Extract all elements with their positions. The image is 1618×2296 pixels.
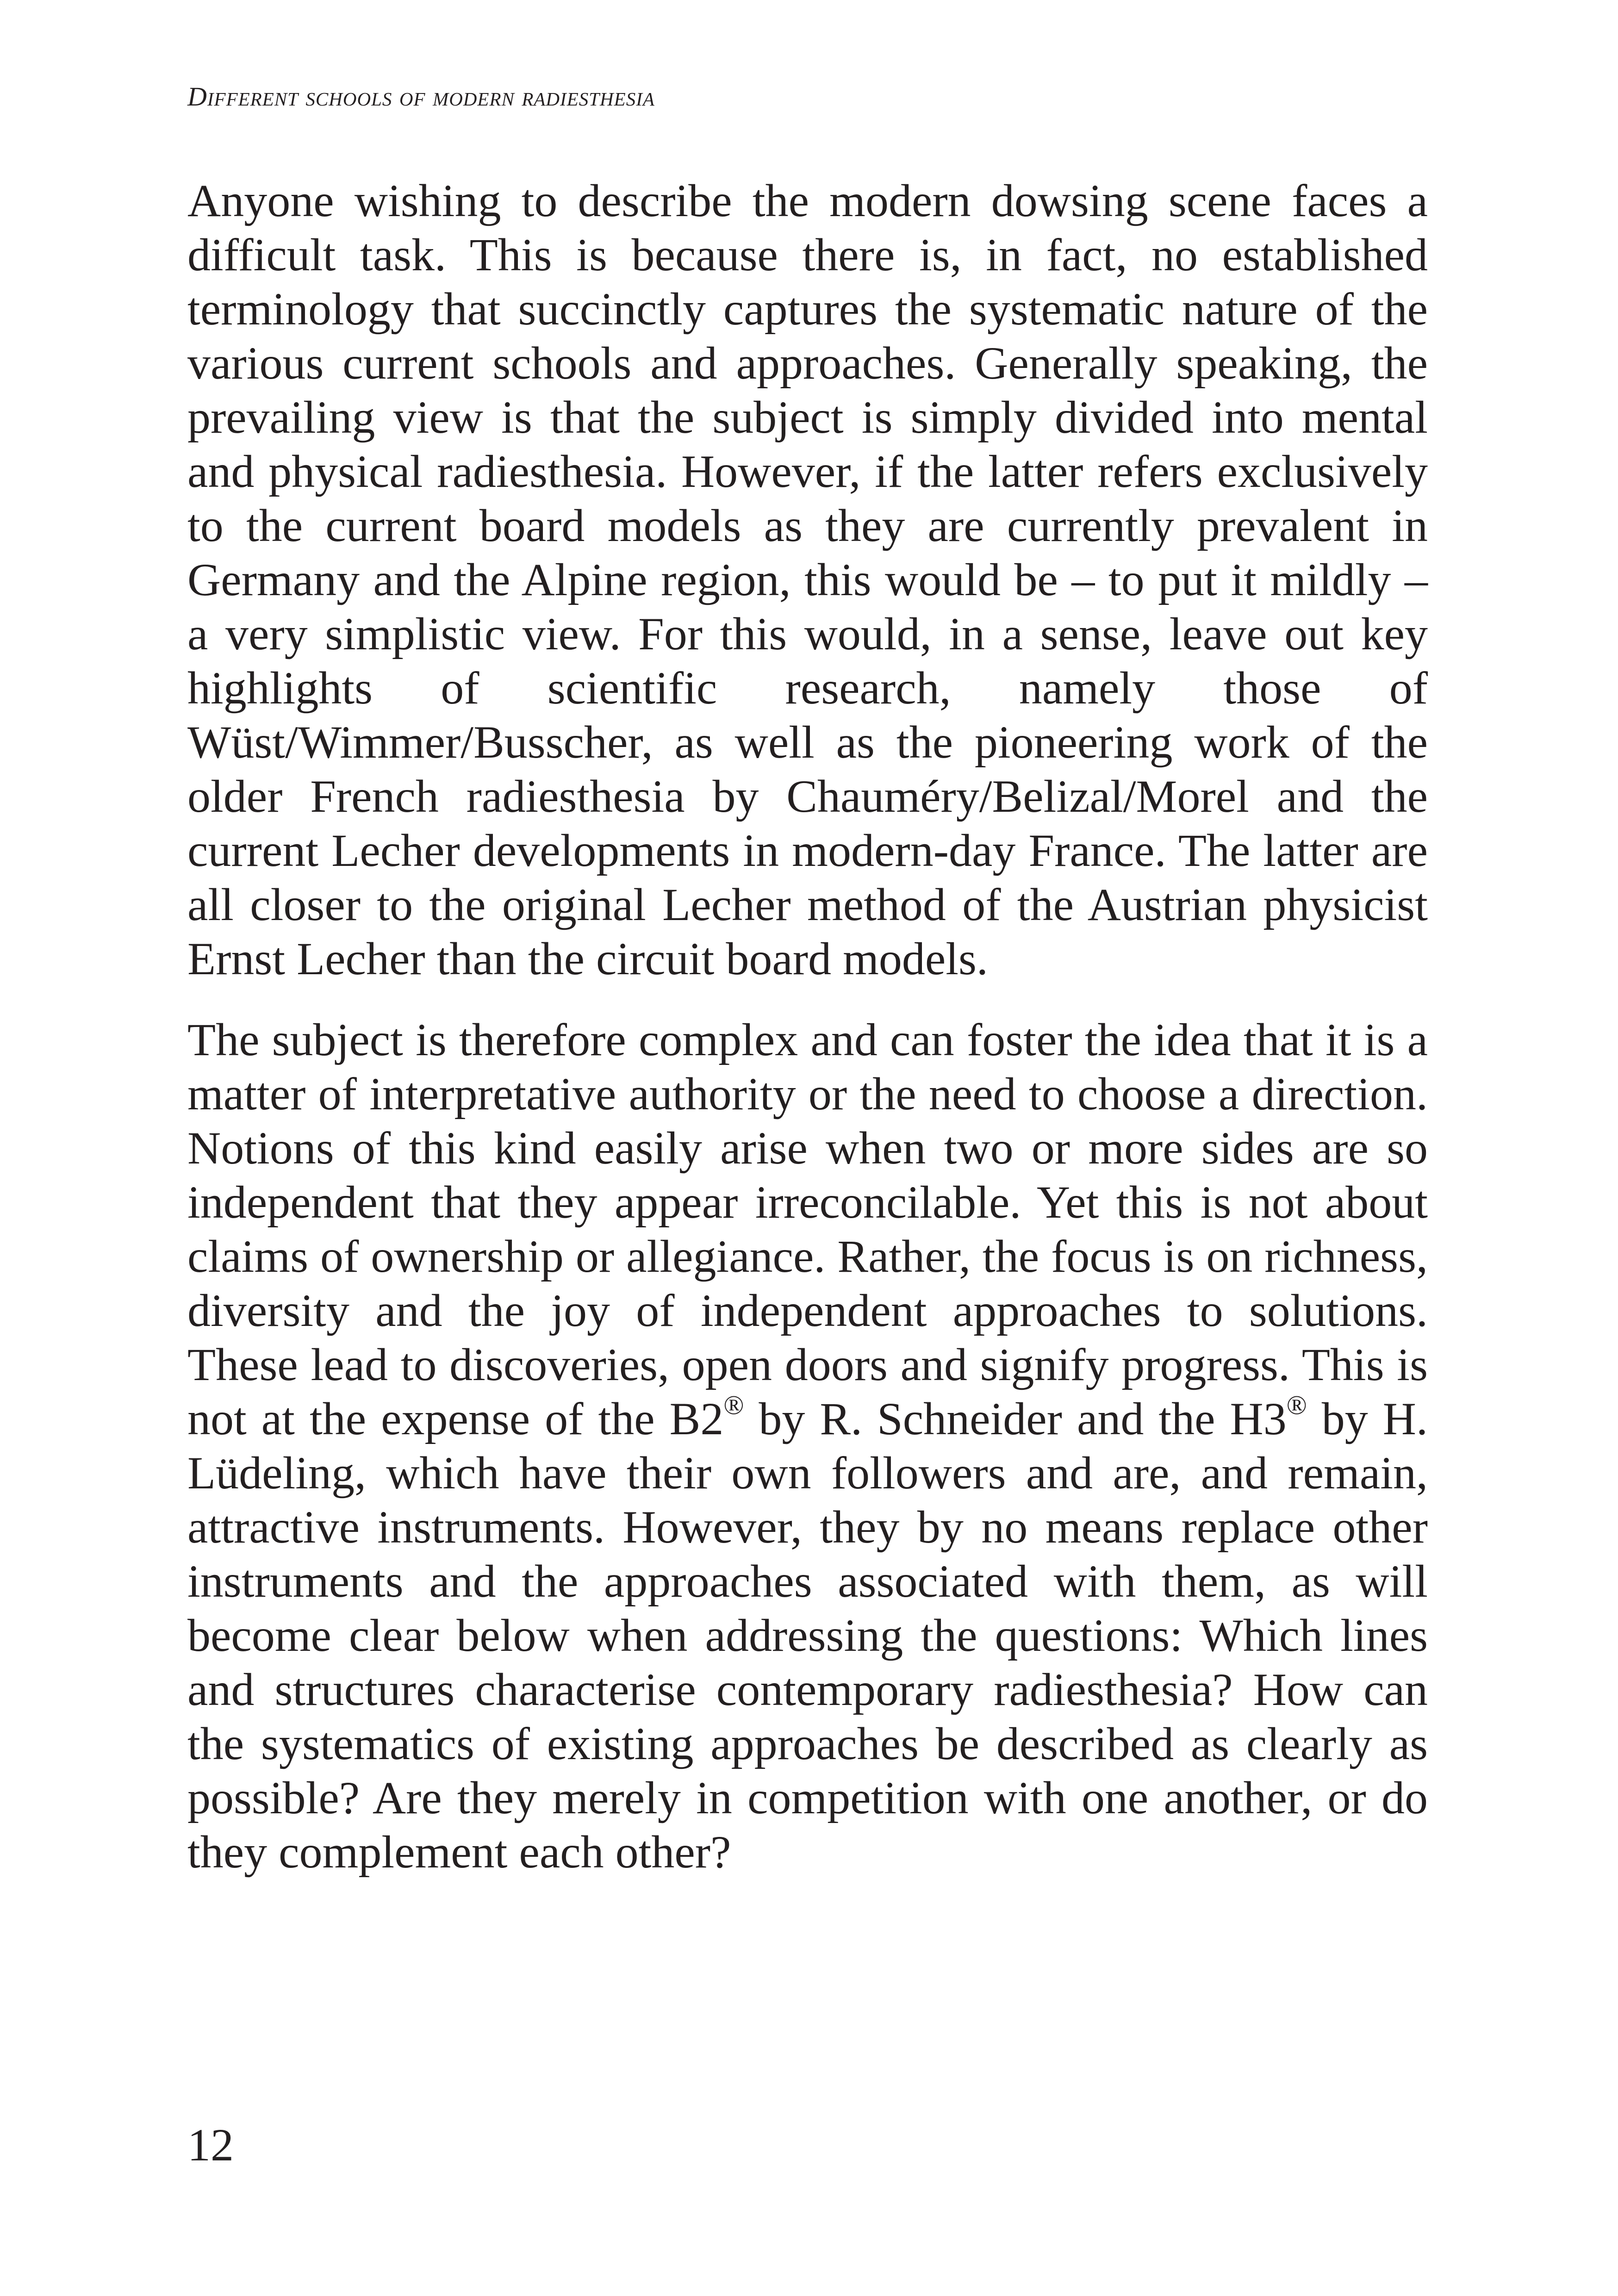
page-number: 12 xyxy=(187,2119,234,2171)
body-text xyxy=(187,174,1428,1879)
paragraph-2 xyxy=(187,1013,1428,1879)
paragraph-1: Anyone wishing to describe the modern dowsing scene faces a difficult task. This is because there is, in fact, no established terminology that succinctly captures the systematic nature of the various current schools and approaches. Generally speaking, the prevailing view is that the subject is simply divided into mental and physical radiesthesia. However, if the latter refers exclusively to the current board models as they are currently prevalent in Germany and the Alpine region, this would be – to put it mildly – a very simplistic view. For this would, in a sense, leave out key highlights of scientific research, namely those of Wüst/Wimmer/Busscher, as well as the pioneering work of the older French radiesthesia by Chauméry/Belizal/Morel and the current Lecher developments in modern-day France. The latter are all closer to the original Lecher method of the Austrian physicist Ernst Lecher than the circuit board models. xyxy=(187,175,1428,984)
registered-mark-b2: ® xyxy=(723,1390,744,1420)
running-head: Different schools of modern radiesthesia xyxy=(187,81,655,112)
paragraph-2-text-part-2: by R. Schneider and the H3 xyxy=(744,1393,1287,1444)
registered-mark-h3: ® xyxy=(1286,1390,1307,1420)
paragraph-2-text-part-1: The subject is therefore complex and can foster the idea that it is a matter of interpretative authority or the need to choose a direction. Notions of this kind easily arise when two or more sides are so independent that they appear irreconcilable. Yet this is not about claims of ownership or allegiance. Rather, the focus is on richness, diversity and the joy of independent approaches to solutions. These lead to discoveries, open doors and signify progress. This is not at the expense of the B2 xyxy=(187,1014,1428,1444)
paragraph-2-text-part-3: by H. Lüdeling, which have their own followers and are, and remain, attractive instruments. However, they by no means replace other instruments and the approaches associated with them, as will become clear below when addressing the questions: Which lines and structures characterise contemporary radiesthesia? How can the systematics of existing approaches be described as clearly as possible? Are they merely in competition with one another, or do they complement each other? xyxy=(187,1393,1428,1878)
